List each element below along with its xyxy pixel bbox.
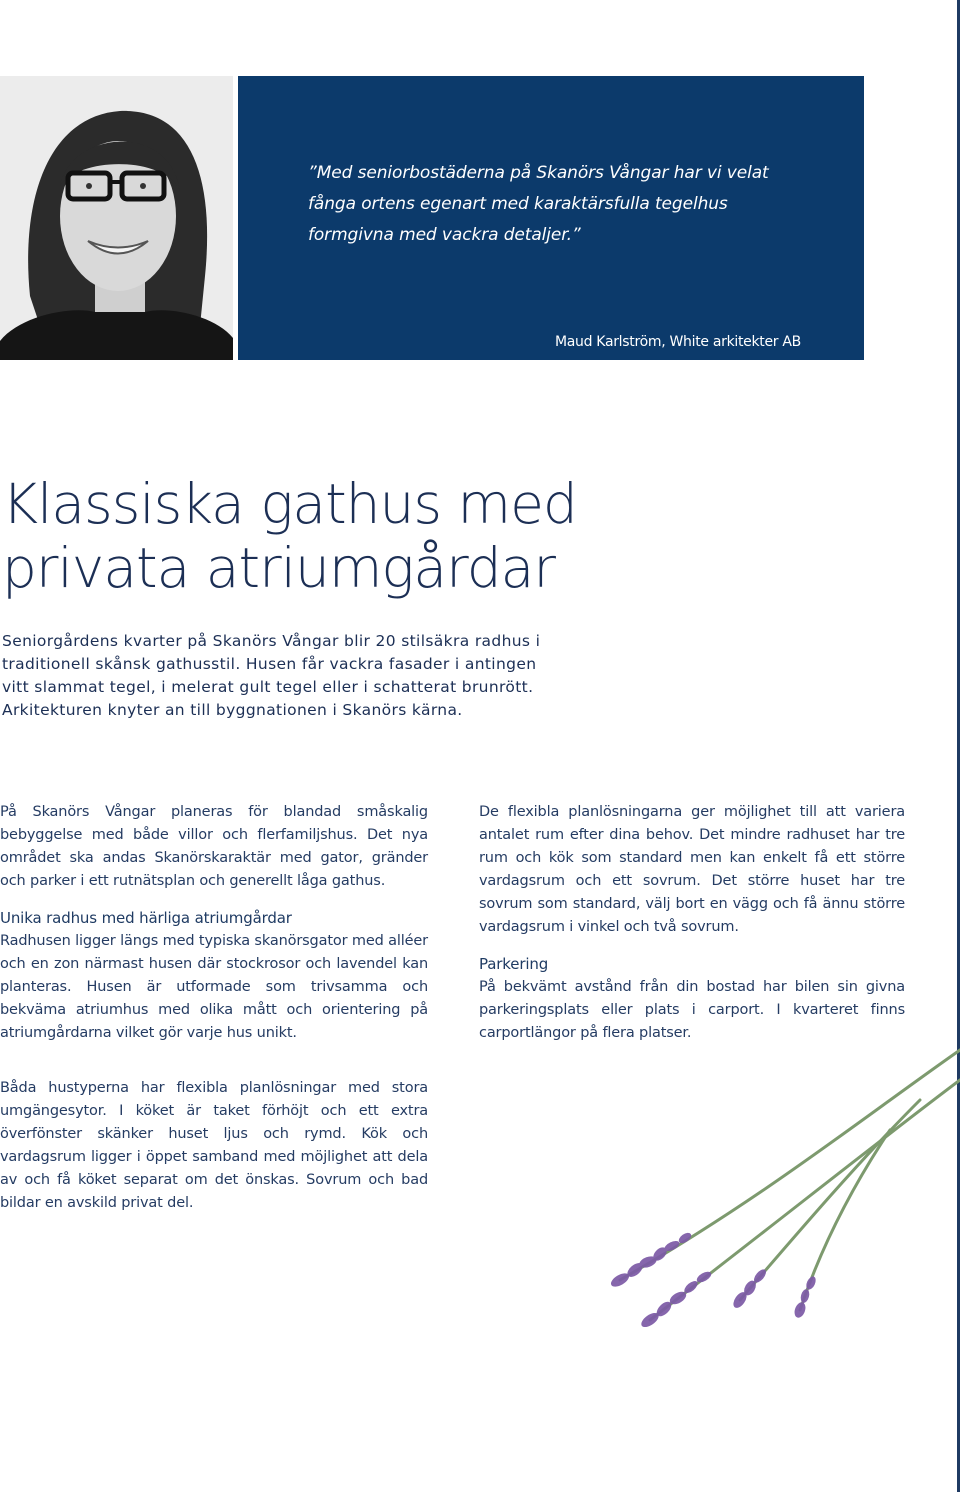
bottom-column [0,1077,428,1215]
woman-portrait-icon [0,76,233,360]
right-subheading: Parkering [479,955,549,973]
lavender-sprig-icon [560,1040,960,1340]
left-column [0,801,428,1045]
right-intro-paragraph: De flexibla planlösningarna ger möjlighet till att variera antalet rum efter dina behov. Det mindre radhuset har tre rum och kök som standard men kan enkelt få ett större vardagsrum och ett sovrum. Det större huset har tre sovrum som standard, välj bort en vägg och få ännu större vardagsrum i vinkel och två sovrum. [479,804,905,935]
title-line-1: Klassiska gathus med [2,472,577,536]
left-subheading: Unika radhus med härliga atriumgårdar [0,909,292,927]
lead-paragraph: Seniorgårdens kvarter på Skanörs Vångar blir 20 stilsäkra radhus i traditionell skånsk gathusstil. Husen får vackra fasader i antingen vitt slammat tegel, i melerat gult tegel eller i schatterat brunrött. Arkitekturen knyter an till byggnationen i Skanörs kärna. [2,632,541,719]
right-body-paragraph: På bekvämt avstånd från din bostad har bilen sin givna parkeringsplats eller plats i carport. I kvarteret finns carportlängor på flera platser. [479,979,905,1041]
title-line-2: privata atriumgårdar [2,536,555,600]
left-body-paragraph: Radhusen ligger längs med typiska skanörsgator med alléer och en zon närmast husen där stockrosor och lavendel kan planteras. Husen är utformade som trivsamma och bekväma atriumhus med olika mått och orientering på atriumgårdarna vilket gör varje hus unikt. [0,933,428,1041]
page-title [2,472,722,600]
left-intro-paragraph: På Skanörs Vångar planeras för blandad småskalig bebyggelse med både villor och flerfamiljshus. Det nya området ska andas Skanörskaraktär med gator, gränder och parker i ett rutnätsplan och generellt låga gathus. [0,804,428,889]
bottom-paragraph: Båda hustyperna har flexibla planlösningar med stora umgängesytor. I köket är taket förhöjt och ett extra överfönster skänker huset ljus och rymd. Kök och vardagsrum ligger i öppet samband med möjlighet att dela av och få köket separat om det önskas. Sovrum och bad bildar en avskild privat del. [0,1080,428,1211]
portrait-photo [0,76,233,360]
quote-author: Maud Karlström, White arkitekter AB [554,334,801,350]
right-column [479,801,905,1045]
quote-text: ”Med seniorbostäderna på Skanörs Vångar har vi velat fånga ortens egenart med karaktärsfulla tegelhus formgivna med vackra detaljer.” [308,163,769,245]
quote-box [238,76,864,360]
